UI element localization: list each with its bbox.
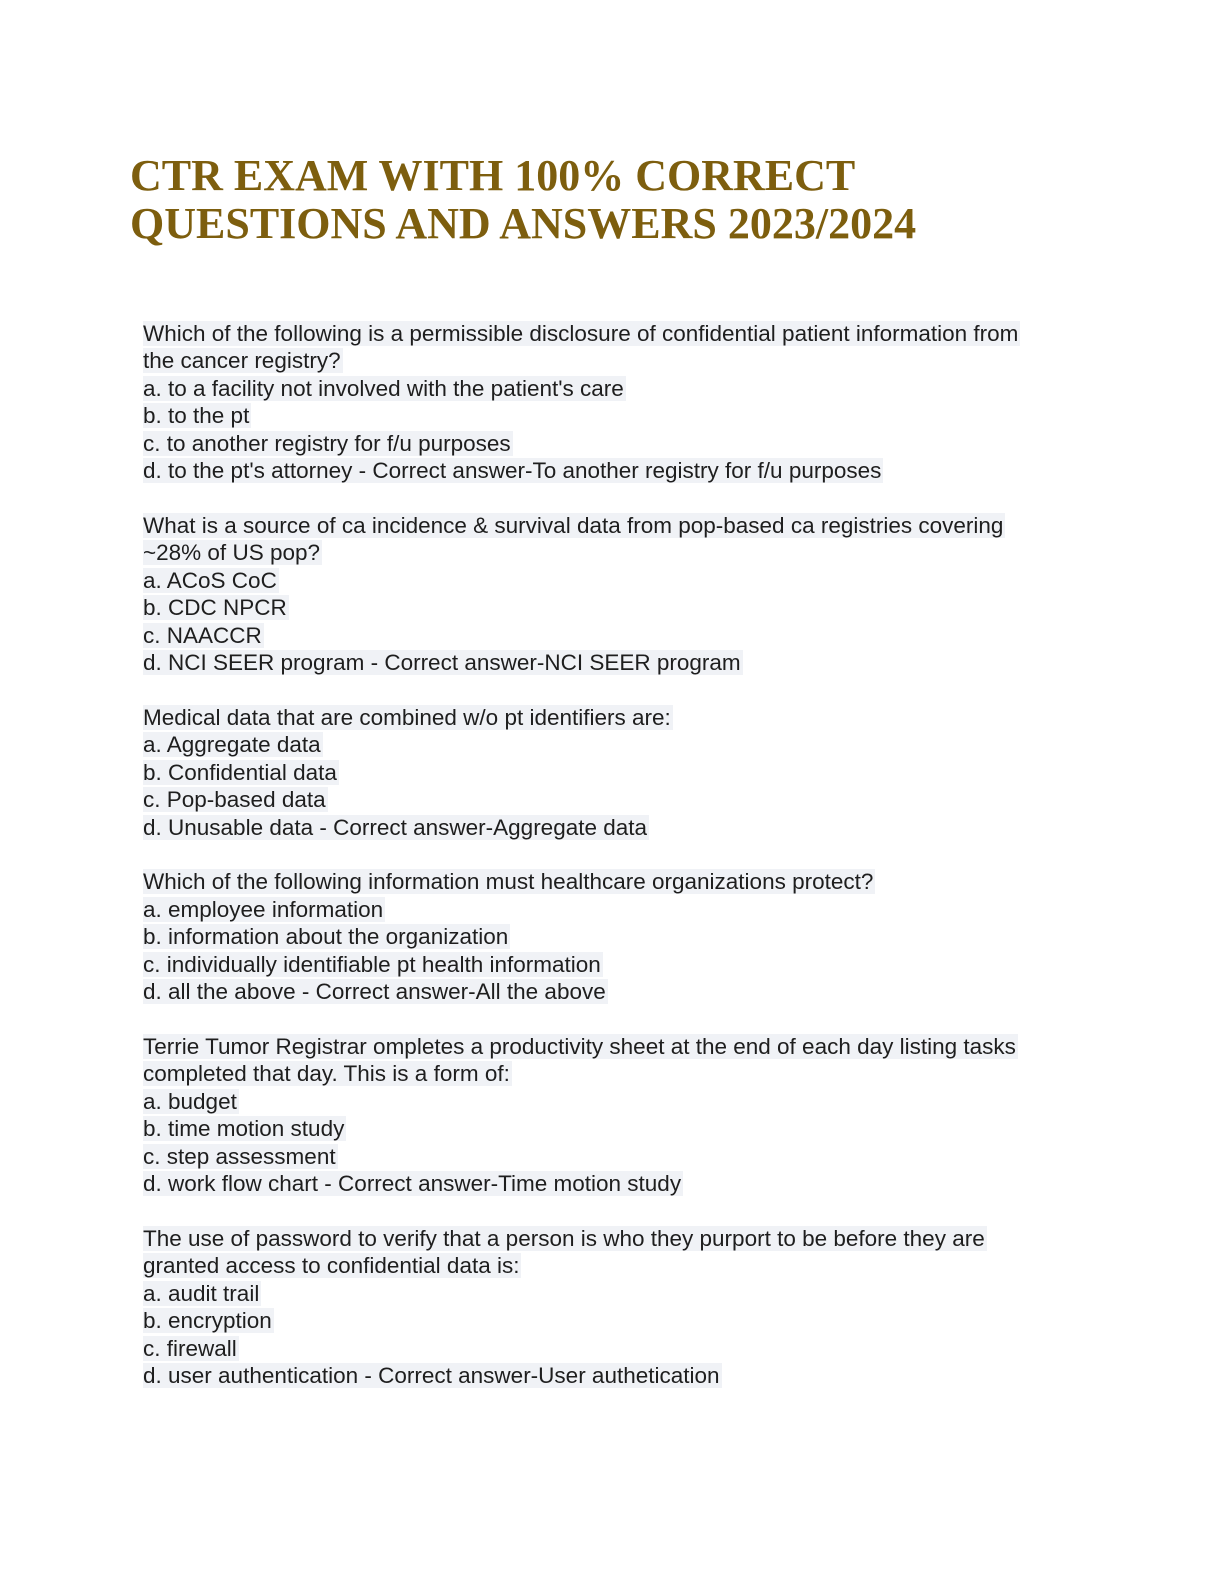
answer-option: b. to the pt xyxy=(143,403,250,429)
answer-option-with-correct-answer: d. Unusable data - Correct answer-Aggregate data xyxy=(143,814,648,840)
answer-option: c. firewall xyxy=(143,1335,237,1361)
answer-option: a. audit trail xyxy=(143,1280,260,1306)
answer-option: c. step assessment xyxy=(143,1143,336,1169)
answer-option: a. employee information xyxy=(143,896,384,922)
question-text-line: Which of the following is a permissible disclosure of confidential patient information from xyxy=(143,321,1019,346)
answer-option: c. individually identifiable pt health information xyxy=(143,951,601,977)
answer-option-with-correct-answer: d. NCI SEER program - Correct answer-NCI SEER program xyxy=(143,649,741,675)
question-text-line: completed that day. This is a form of: xyxy=(143,1061,510,1087)
question-block xyxy=(143,868,1103,1005)
question-text-line: the cancer registry? xyxy=(143,348,341,374)
answer-option: a. to a facility not involved with the patient's care xyxy=(143,375,624,401)
question-block xyxy=(143,512,1103,676)
answer-option: a. budget xyxy=(143,1088,237,1114)
answer-option-with-correct-answer: d. all the above - Correct answer-All the above xyxy=(143,979,606,1005)
document-title-line-2: QUESTIONS AND ANSWERS 2023/2024 xyxy=(130,199,917,248)
answer-option: b. time motion study xyxy=(143,1116,345,1142)
document-title-line-1: CTR EXAM WITH 100% CORRECT xyxy=(130,151,856,200)
answer-option: c. NAACCR xyxy=(143,622,262,648)
question-text-line: Terrie Tumor Registrar ompletes a productivity sheet at the end of each day listing tasks xyxy=(143,1033,1016,1059)
question-list xyxy=(143,320,1103,1417)
answer-option-with-correct-answer: d. work flow chart - Correct answer-Time motion study xyxy=(143,1170,682,1196)
document-title xyxy=(130,152,1130,248)
answer-option: c. Pop-based data xyxy=(143,787,326,813)
answer-option-with-correct-answer: d. to the pt's attorney - Correct answer-To another registry for f/u purposes xyxy=(143,458,882,484)
answer-option-with-correct-answer: d. user authentication - Correct answer-User authetication xyxy=(143,1362,720,1388)
answer-option: b. CDC NPCR xyxy=(143,595,287,621)
answer-option: c. to another registry for f/u purposes xyxy=(143,430,511,456)
question-text-line: The use of password to verify that a person is who they purport to be before they are xyxy=(143,1225,985,1251)
question-text-line: What is a source of ca incidence & survival data from pop-based ca registries covering xyxy=(143,512,1004,538)
answer-option: b. information about the organization xyxy=(143,924,509,950)
question-text-line: Medical data that are combined w/o pt identifiers are: xyxy=(143,704,671,730)
question-text-line: granted access to confidential data is: xyxy=(143,1253,520,1279)
answer-option: a. ACoS CoC xyxy=(143,567,277,593)
question-block xyxy=(143,704,1103,841)
question-text-line: Which of the following information must healthcare organizations protect? xyxy=(143,869,874,895)
answer-option: a. Aggregate data xyxy=(143,732,321,758)
answer-option: b. Confidential data xyxy=(143,759,337,785)
question-text-line: ~28% of US pop? xyxy=(143,540,321,566)
question-block xyxy=(143,1225,1103,1389)
question-block xyxy=(143,1033,1103,1197)
question-block xyxy=(143,320,1103,484)
answer-option: b. encryption xyxy=(143,1308,272,1334)
